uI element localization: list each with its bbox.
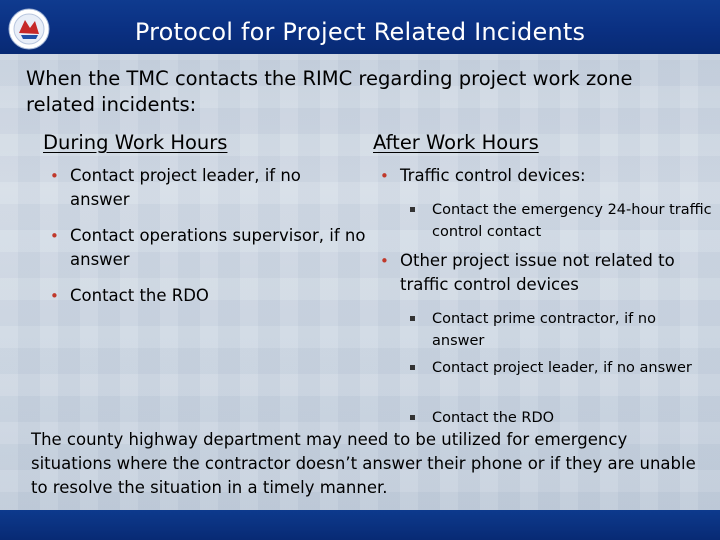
intro-text: When the TMC contacts the RIMC regarding project work zone related incidents: — [26, 67, 633, 116]
bullet-icon: • — [50, 227, 59, 245]
during-work-hours-heading: During Work Hours — [43, 131, 228, 154]
bullet-icon: • — [380, 167, 389, 185]
sub-bullet-text: Contact prime contractor, if no answer — [432, 311, 656, 349]
bullet-text: Traffic control devices: — [400, 166, 586, 185]
footer-note: The county highway department may need to be utilized for emergency situations where the contractor doesn’t answer their phone or if they are unable to resolve the situation in a timely manner. — [31, 430, 696, 497]
sub-list-item — [406, 199, 712, 243]
sub-list-item — [406, 407, 692, 429]
list-item — [44, 164, 350, 212]
list-item — [44, 224, 370, 272]
square-bullet-icon — [410, 415, 415, 420]
bullet-text: Other project issue not related to traffic control devices — [400, 251, 675, 294]
bottom-bar — [0, 510, 720, 540]
sub-bullet-text: Contact project leader, if no answer — [432, 360, 692, 376]
bullet-icon: • — [50, 167, 59, 185]
square-bullet-icon — [410, 365, 415, 370]
bullet-text: Contact project leader, if no answer — [70, 166, 301, 209]
square-bullet-icon — [410, 316, 415, 321]
sub-bullet-text: Contact the RDO — [432, 410, 555, 426]
list-item — [374, 164, 720, 188]
bullet-text: Contact operations supervisor, if no answer — [70, 226, 366, 269]
sub-list-item — [406, 357, 692, 379]
list-item — [44, 284, 370, 308]
sub-bullet-text: Contact the emergency 24-hour traffic control contact — [432, 202, 712, 240]
bullet-icon: • — [50, 287, 59, 305]
sub-list-item — [406, 308, 712, 352]
list-item — [374, 249, 710, 297]
bullet-text: Contact the RDO — [70, 286, 209, 305]
page-title: Protocol for Project Related Incidents — [134, 18, 586, 46]
after-work-hours-heading: After Work Hours — [373, 131, 539, 154]
bullet-icon: • — [380, 252, 389, 270]
square-bullet-icon — [410, 207, 415, 212]
title-banner — [0, 0, 720, 54]
